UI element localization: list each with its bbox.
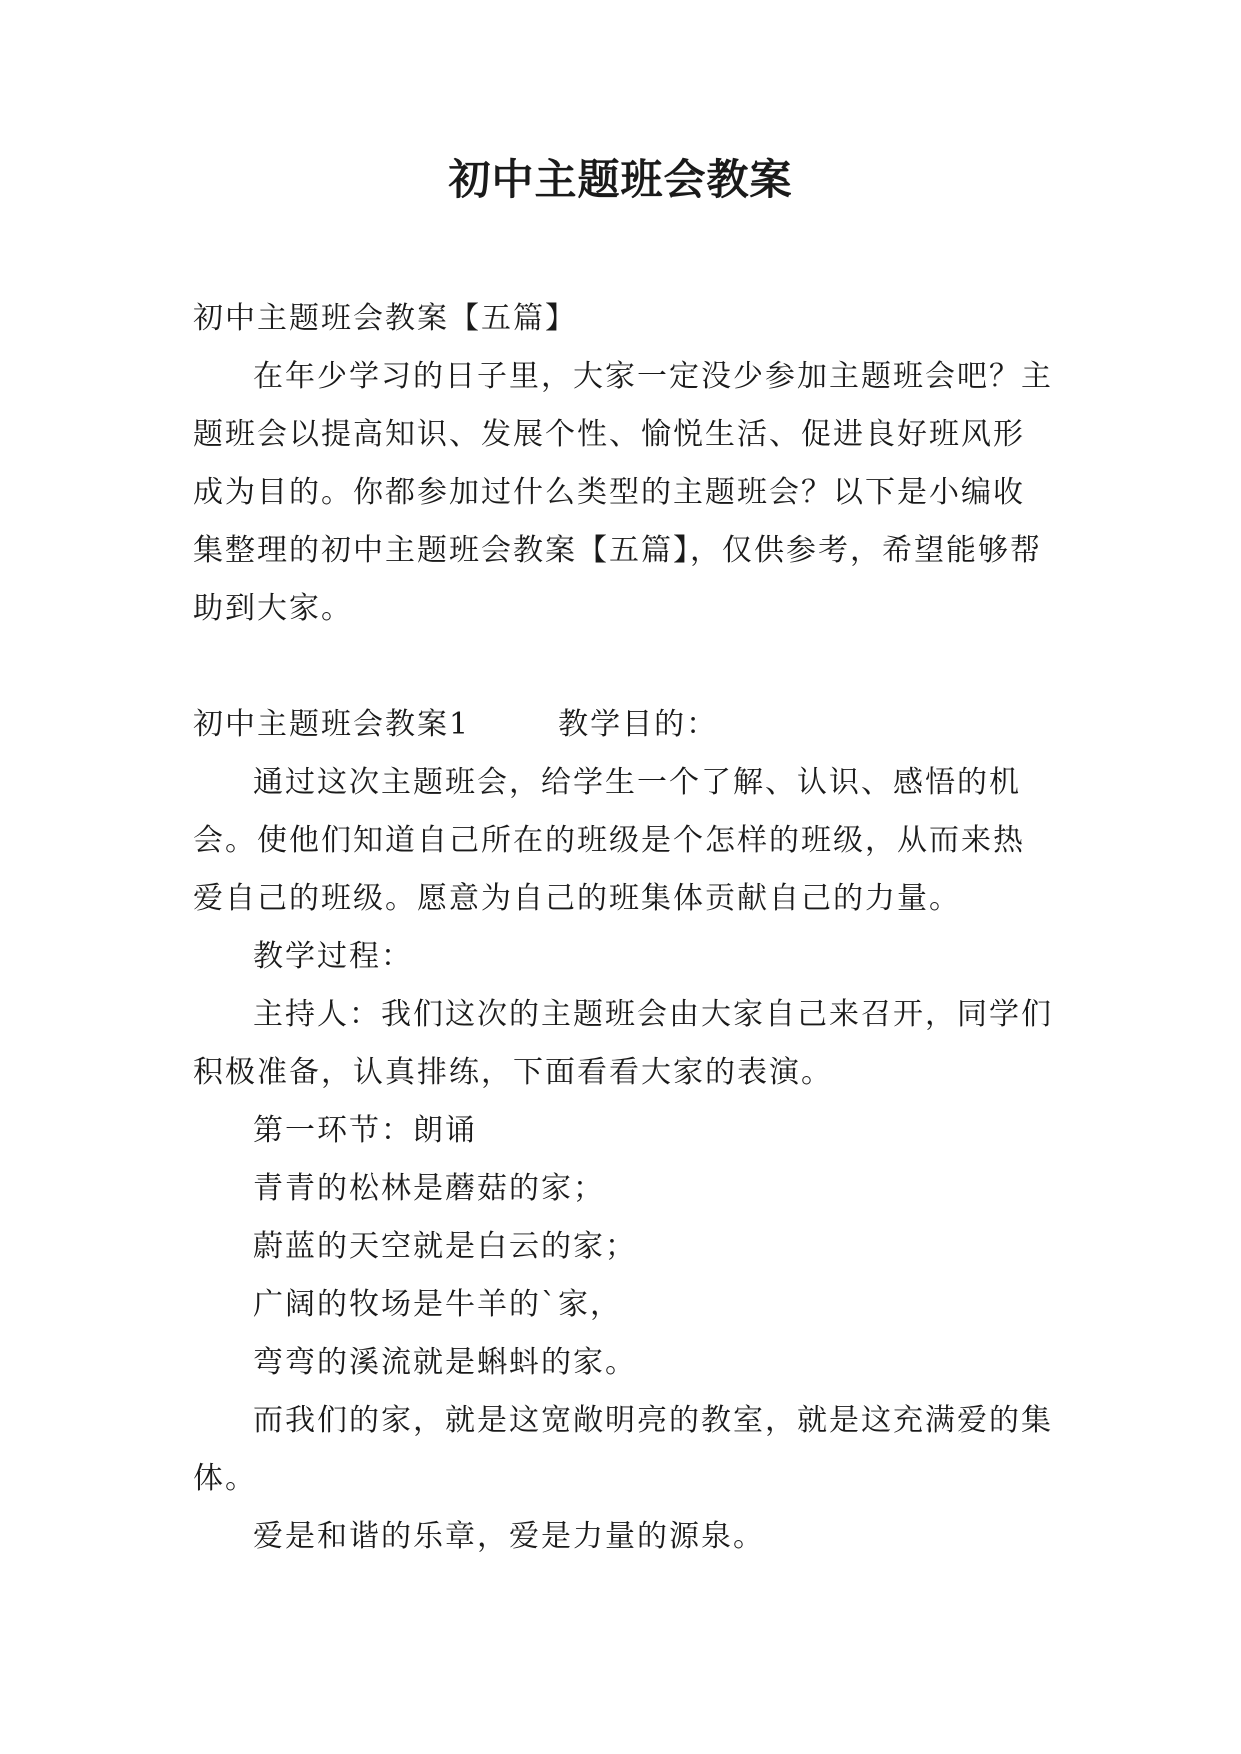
- section-heading: 初中主题班会教案1: [193, 707, 471, 742]
- poem-line: 青青的松林是蘑菇的家；: [253, 1171, 605, 1206]
- poem-line: 弯弯的溪流就是蝌蚪的家。: [253, 1345, 637, 1380]
- intro-paragraph: 在年少学习的日子里，大家一定没少参加主题班会吧？主题班会以提高知识、发展个性、愉悦生活、促进良好班风形成为目的。你都参加过什么类型的主题班会？以下是小编收集整理的初中主题班会教案【五篇】，仅供参考，希望能够帮助到大家。: [193, 359, 1053, 626]
- section-gap: [193, 638, 1055, 696]
- step1-heading: 第一环节：朗诵: [253, 1113, 477, 1148]
- objective-paragraph: 通过这次主题班会，给学生一个了解、认识、感悟的机会。使他们知道自己所在的班级是个怎样的班级，从而来热爱自己的班级。愿意为自己的班集体贡献自己的力量。: [193, 765, 1025, 916]
- process-label: 教学过程：: [253, 939, 413, 974]
- closing-paragraph: 而我们的家，就是这宽敞明亮的教室，就是这充满爱的集体。: [193, 1403, 1053, 1496]
- host-paragraph: 主持人：我们这次的主题班会由大家自己来召开，同学们积极准备，认真排练，下面看看大家的表演。: [193, 997, 1053, 1090]
- document-subtitle: 初中主题班会教案【五篇】: [193, 301, 577, 336]
- section-heading-row: [193, 696, 1055, 754]
- objective-label: 教学目的：: [558, 707, 719, 742]
- closing-paragraph: 爱是和谐的乐章，爱是力量的源泉。: [253, 1519, 765, 1554]
- document-title: 初中主题班会教案: [448, 155, 793, 204]
- document-body: [193, 290, 1055, 1566]
- poem-line: 蔚蓝的天空就是白云的家；: [253, 1229, 637, 1264]
- poem-line: 广阔的牧场是牛羊的`家，: [253, 1287, 622, 1322]
